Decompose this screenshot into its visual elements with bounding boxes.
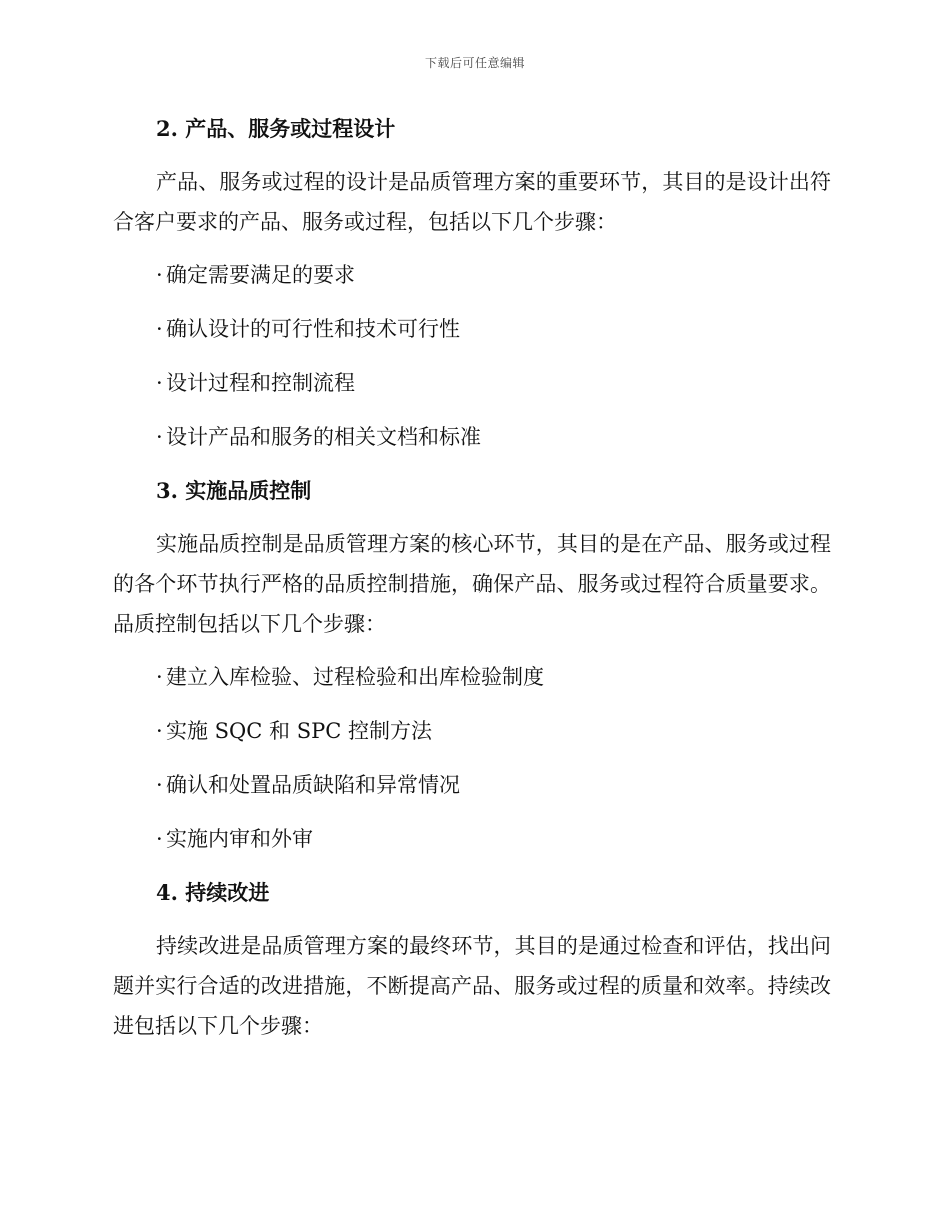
- list-item-text: 设计过程和控制流程: [166, 371, 355, 395]
- section-heading-quality-control: 3. 实施品质控制: [156, 478, 312, 503]
- bullet-dot-icon: ·: [156, 827, 163, 851]
- section-intro-quality-control: 实施品质控制是品质管理方案的核心环节，其目的是在产品、服务或过程的各个环节执行严格的品质控制措施，确保产品、服务或过程符合质量要求。品质控制包括以下几个步骤：: [113, 532, 831, 636]
- list-item: [113, 254, 831, 296]
- list-item: [113, 308, 831, 350]
- bullet-dot-icon: ·: [156, 263, 163, 287]
- section-heading-continuous-improvement: 4. 持续改进: [156, 880, 270, 905]
- list-item-text: 实施内审和外审: [166, 827, 313, 851]
- list-item: [113, 656, 831, 698]
- list-item-text: 确定需要满足的要求: [166, 263, 355, 287]
- bullet-dot-icon: ·: [156, 425, 163, 449]
- list-item: [113, 764, 831, 806]
- list-item: [113, 818, 831, 860]
- section-intro-continuous-improvement: 持续改进是品质管理方案的最终环节，其目的是通过检查和评估，找出问题并实行合适的改进措施，不断提高产品、服务或过程的质量和效率。持续改进包括以下几个步骤：: [113, 934, 831, 1038]
- list-item-text: 设计产品和服务的相关文档和标准: [166, 425, 481, 449]
- bullet-dot-icon: ·: [156, 371, 163, 395]
- list-item-text: 确认设计的可行性和技术可行性: [166, 317, 460, 341]
- list-item: [113, 362, 831, 404]
- bullet-dot-icon: ·: [156, 719, 163, 743]
- section-intro-design: 产品、服务或过程的设计是品质管理方案的重要环节，其目的是设计出符合客户要求的产品、服务或过程，包括以下几个步骤：: [113, 170, 831, 234]
- list-item: [113, 710, 831, 752]
- document-body: [113, 108, 831, 1058]
- bullet-dot-icon: ·: [156, 317, 163, 341]
- header-note: 下载后可任意编辑: [424, 56, 525, 70]
- list-item-text: 实施 SQC 和 SPC 控制方法: [166, 719, 432, 743]
- bullet-dot-icon: ·: [156, 665, 163, 689]
- list-item-text: 确认和处置品质缺陷和异常情况: [166, 773, 460, 797]
- bullet-dot-icon: ·: [156, 773, 163, 797]
- section-heading-design: 2. 产品、服务或过程设计: [156, 116, 396, 141]
- list-item: [113, 416, 831, 458]
- list-item-text: 建立入库检验、过程检验和出库检验制度: [166, 665, 544, 689]
